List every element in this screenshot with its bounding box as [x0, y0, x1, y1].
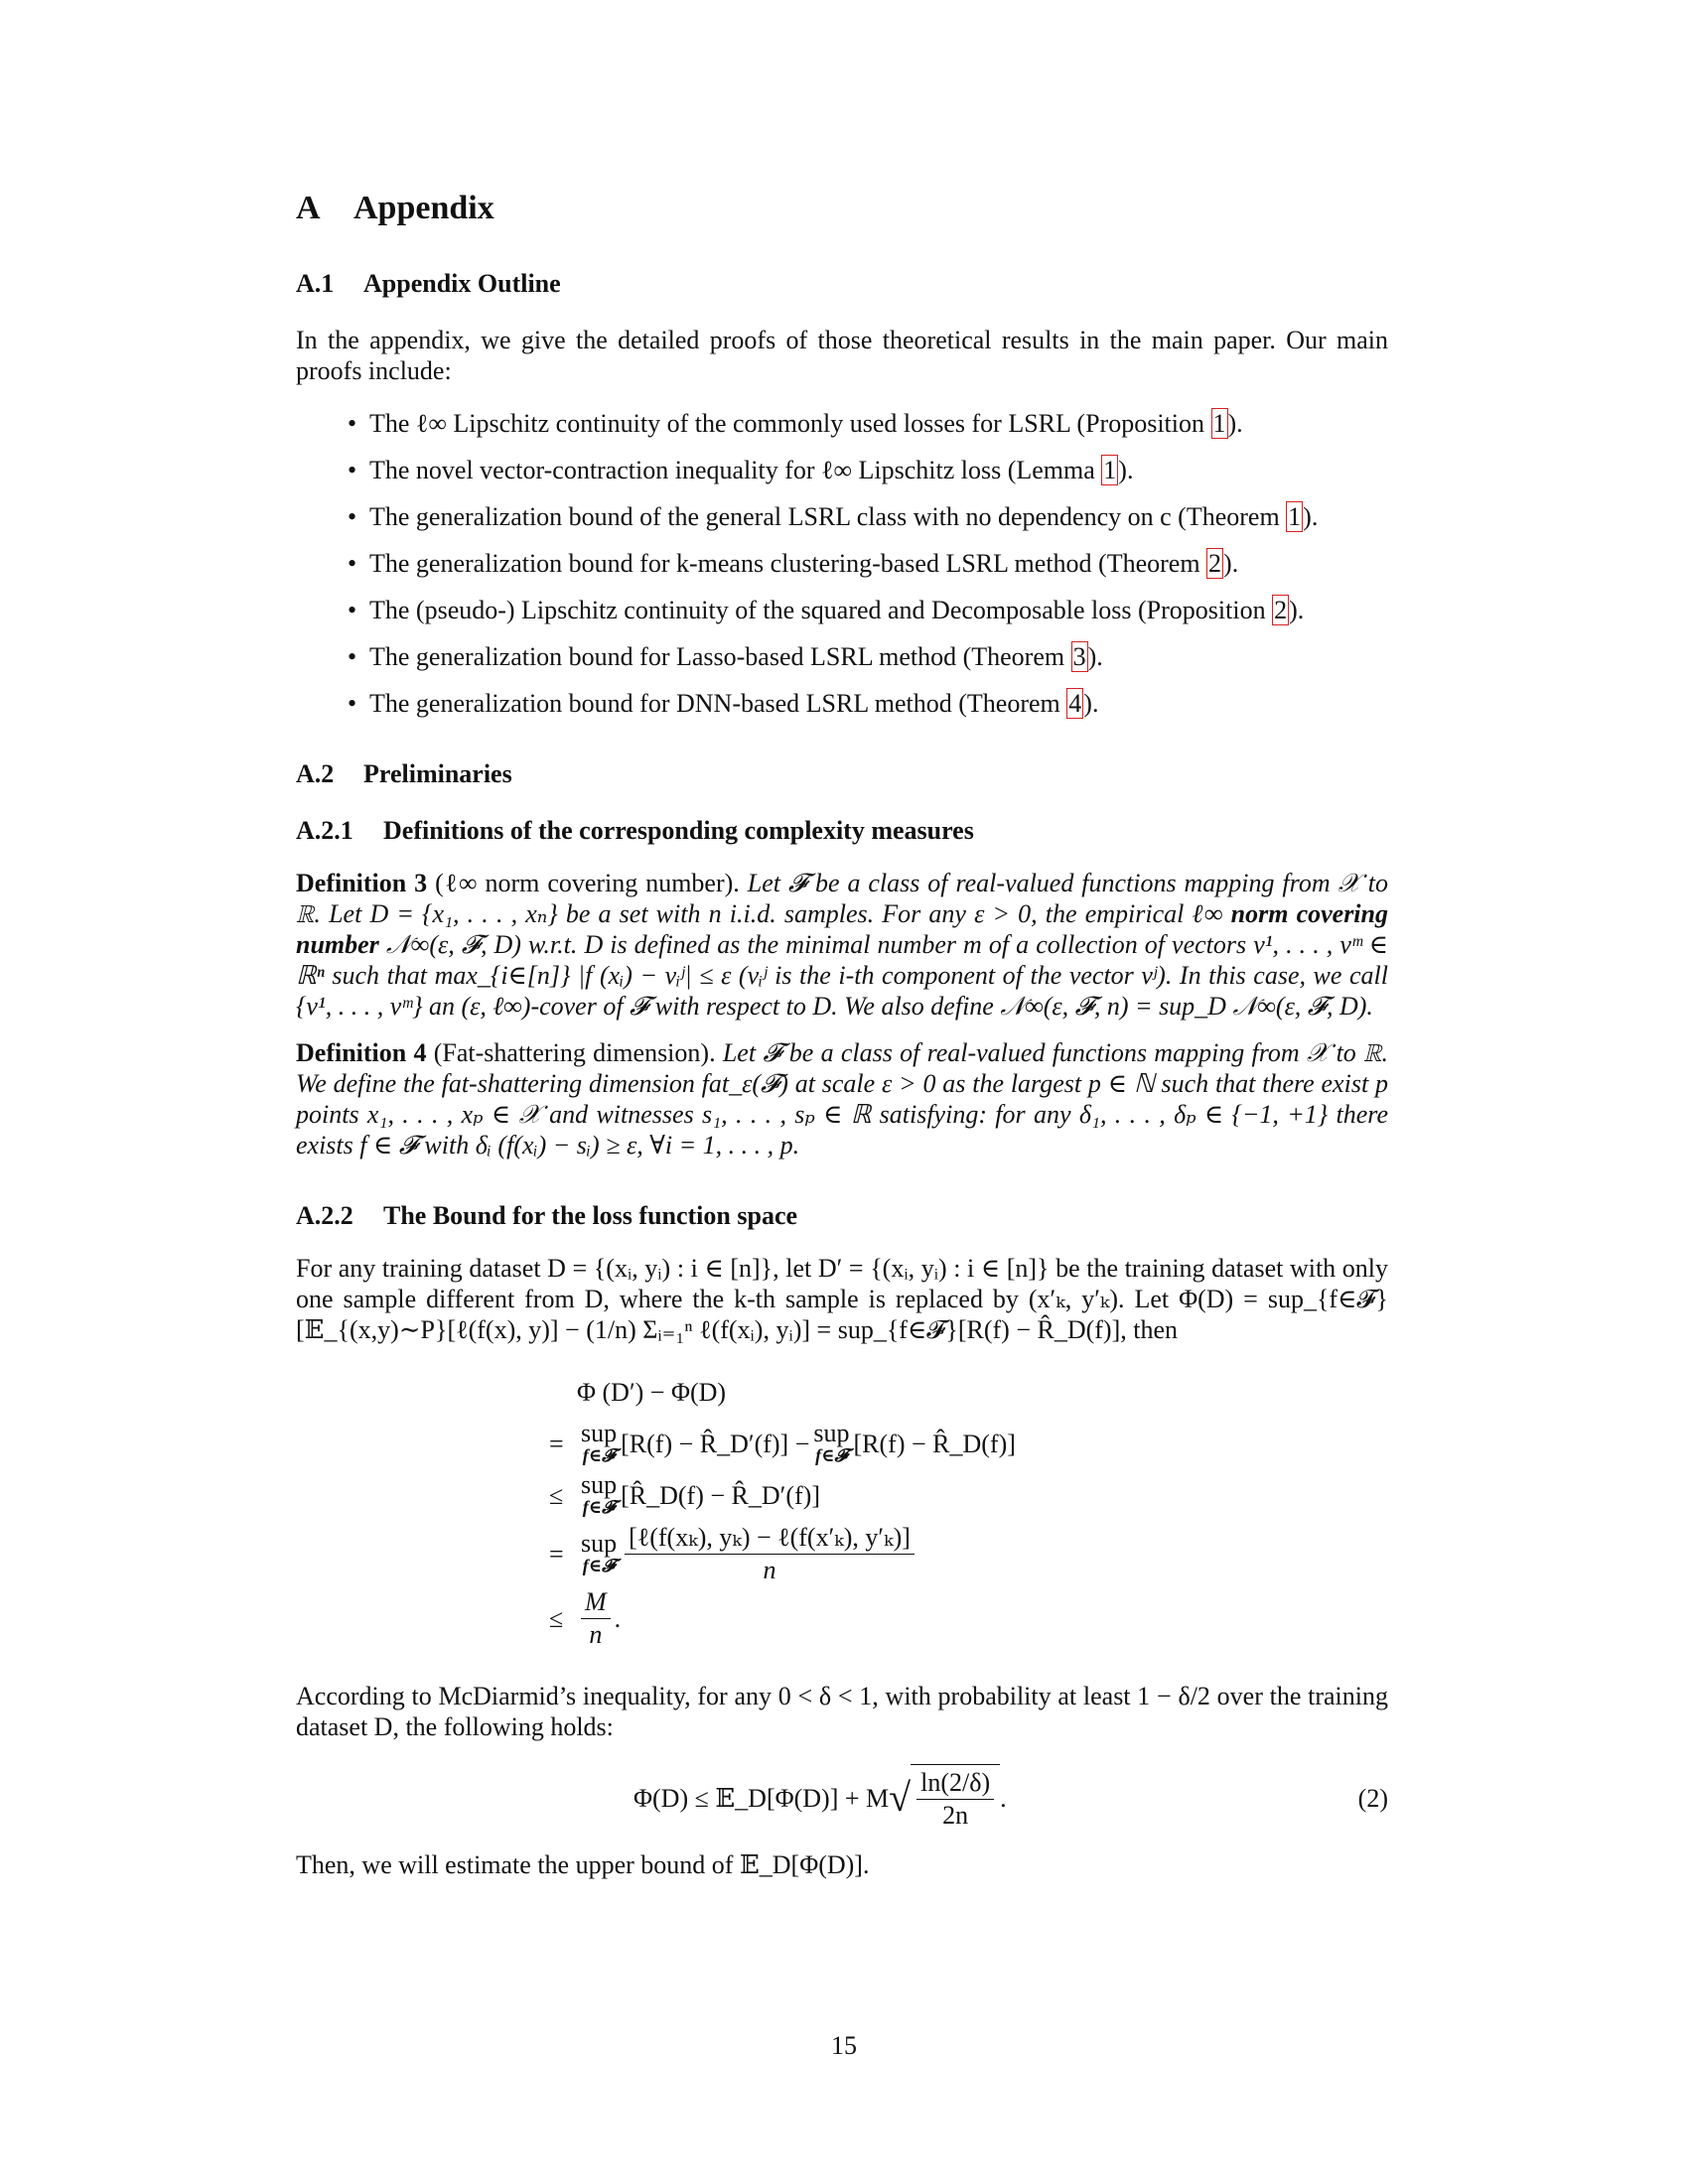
subsubsection-number: A.2.1	[296, 816, 353, 845]
ref-link[interactable]: 3	[1072, 642, 1086, 671]
definition-label: Definition 3	[296, 869, 428, 897]
outline-intro: In the appendix, we give the detailed proofs of those theoretical results in the main paper. Our main proofs include:	[296, 326, 1388, 385]
list-item: • The generalization bound of the general LSRL class with no dependency on c (Theorem 1).	[369, 501, 1388, 532]
derivation-line: = sup f∈𝓕 [R(f) − R̂_D′(f)] − sup f∈𝓕 [R(f) − R̂_D(f)]	[549, 1419, 1016, 1465]
list-item: • The ℓ∞ Lipschitz continuity of the commonly used losses for LSRL (Proposition 1).	[369, 408, 1388, 439]
equation-body: Φ(D) ≤ 𝔼_D[Φ(D)] + M √ $\frac{\ln(2/\delta)}{2n}$ .	[633, 1764, 1007, 1832]
page-content	[296, 189, 1388, 1902]
list-item: • The generalization bound for DNN-based LSRL method (Theorem 4).	[369, 688, 1388, 719]
ref-link[interactable]: 1	[1103, 456, 1117, 484]
subsubsection-title: The Bound for the loss function space	[383, 1201, 798, 1230]
definition-name: (Fat-shattering dimension).	[433, 1038, 716, 1067]
list-item: • The (pseudo-) Lipschitz continuity of the squared and Decomposable loss (Proposition 2).	[369, 595, 1388, 625]
definition-4	[296, 1037, 1388, 1160]
definition-text: Let 𝓕 be a class of real-valued functions mapping from 𝒳 to ℝ. We define the fat-shattering dimension fat_ε(𝓕) at scale ε > 0 as the largest p ∈ ℕ such that there exist p points x₁, . . . , xₚ ∈ 𝒳 and witnesses s₁, . . . , sₚ ∈ ℝ satisfying: for any δ₁, . . . , δₚ ∈ {−1, +1} there exists f ∈ 𝓕 with δᵢ (f(xᵢ) − sᵢ) ≥ ε, ∀i = 1, . . . , p.	[296, 1038, 1389, 1160]
paragraph-next: Then, we will estimate the upper bound of 𝔼_D[Φ(D)].	[296, 1850, 870, 1879]
definition-3	[296, 868, 1388, 1022]
outline-list	[296, 408, 1388, 719]
ref-link[interactable]: 2	[1274, 596, 1288, 624]
subsubsection-title: Definitions of the corresponding complexity measures	[383, 816, 974, 845]
section-number: A	[296, 190, 321, 226]
subsubsection-heading-loss-bound	[296, 1200, 1388, 1231]
list-item: • The novel vector-contraction inequality for ℓ∞ Lipschitz loss (Lemma 1).	[369, 455, 1388, 485]
equation-2	[296, 1764, 1388, 1832]
equation-number: (2)	[1357, 1783, 1388, 1813]
list-item: • The generalization bound for Lasso-based LSRL method (Theorem 3).	[369, 641, 1388, 672]
definition-label: Definition 4	[296, 1038, 427, 1067]
ref-link[interactable]: 4	[1068, 689, 1082, 718]
subsection-title: Appendix Outline	[363, 269, 561, 298]
derivation-line: ≤ sup f∈𝓕 [R̂_D(f) − R̂_D′(f)]	[549, 1470, 820, 1517]
paragraph-setup: For any training dataset D = {(xᵢ, yᵢ) : i ∈ [n]}, let D′ = {(xᵢ, yᵢ) : i ∈ [n]} be the training dataset with only one sample different from D, where the k-th sample is replaced by (x′ₖ, y′ₖ). Let Φ(D) = sup_{f∈𝓕}[𝔼_{(x,y)∼P}[ℓ(f(x), y)] − (1/n) Σᵢ₌₁ⁿ ℓ(f(xᵢ), yᵢ)] = sup_{f∈𝓕}[R(f) − R̂_D(f)], then	[296, 1254, 1388, 1344]
ref-link[interactable]: 2	[1208, 549, 1222, 578]
subsection-number: A.1	[296, 269, 335, 298]
subsection-number: A.2	[296, 759, 335, 788]
subsection-heading-preliminaries	[296, 758, 1388, 789]
subsection-title: Preliminaries	[363, 759, 512, 788]
derivation-line: = sup f∈𝓕 $\frac{\text{[ℓ(f(xₖ), yₖ) − ℓ(f(x′ₖ), y′ₖ)]}}{n}$	[549, 1522, 1388, 1586]
ref-link[interactable]: 1	[1288, 502, 1302, 531]
definition-name: (ℓ∞ norm covering number).	[435, 869, 740, 897]
section-heading-appendix	[296, 189, 1388, 228]
ref-link[interactable]: 1	[1212, 409, 1226, 438]
derivation-line: Φ (D′) − Φ(D)	[577, 1378, 727, 1407]
derivation-block	[549, 1367, 1388, 1651]
page-number: 15	[831, 2031, 857, 2060]
subsubsection-number: A.2.2	[296, 1201, 353, 1230]
definition-text: 𝒩∞(ε, 𝓕, D) w.r.t. D is defined as the minimal number m of a collection of vectors v¹, . . . , vᵐ ∈ ℝⁿ such that max_{i∈[n]} |f (xᵢ) − vᵢʲ| ≤ ε (vᵢʲ is the i-th component of the vector vʲ). In this case, we call {v¹, . . . , vᵐ} an (ε, ℓ∞)-cover of 𝓕 with respect to D. We also define 𝒩∞(ε, 𝓕, n) = sup_D 𝒩∞(ε, 𝓕, D).	[296, 930, 1389, 1021]
definition-text: Let 𝓕 be a class of real-valued functions mapping from 𝒳 to ℝ. Let D = {x₁, . . . , xₙ} be a set with n i.i.d. samples. For any ε > 0, the empirical ℓ∞	[296, 869, 1389, 928]
subsubsection-heading-definitions	[296, 815, 1388, 846]
derivation-line: ≤ $\frac{M}{n}$ .	[549, 1587, 622, 1649]
section-title: Appendix	[353, 190, 494, 226]
paragraph-mcdiarmid: According to McDiarmid’s inequality, for any 0 < δ < 1, with probability at least 1 − δ/2 over the training dataset D, the following holds:	[296, 1682, 1388, 1741]
subsection-heading-outline	[296, 268, 1388, 299]
list-item: • The generalization bound for k-means clustering-based LSRL method (Theorem 2).	[369, 548, 1388, 579]
definition-term: norm covering number	[296, 899, 1388, 959]
